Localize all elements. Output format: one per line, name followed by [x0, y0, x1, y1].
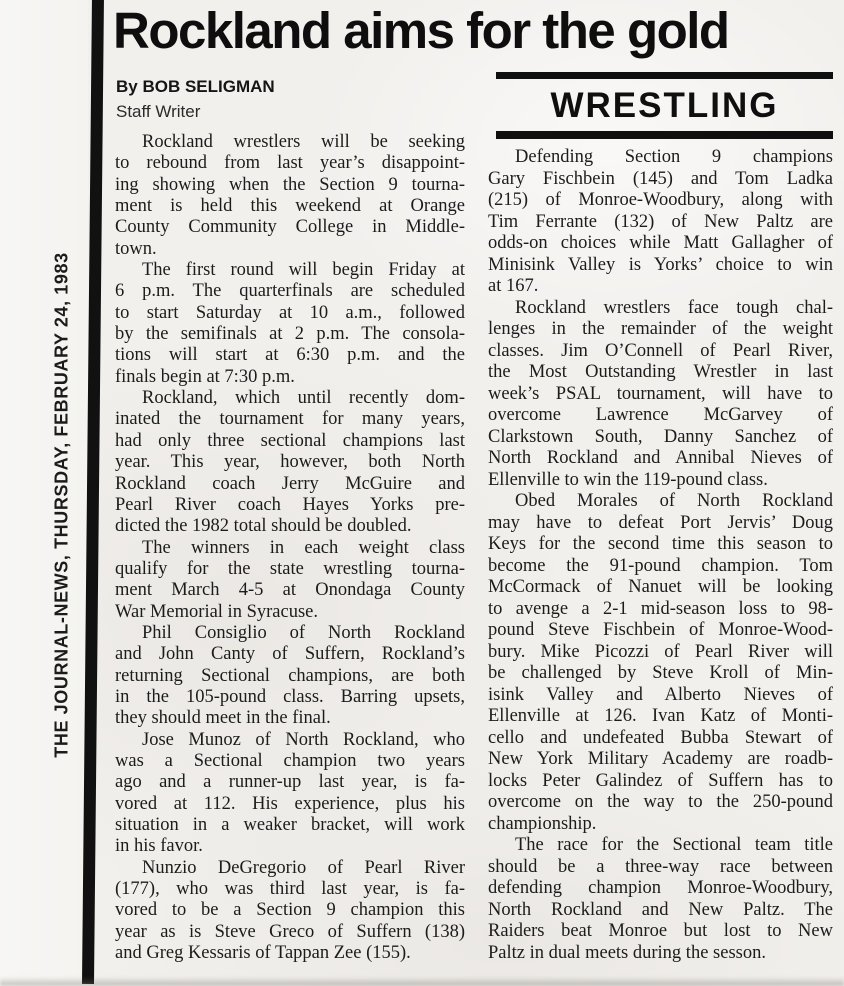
text-line: at 167. — [488, 276, 539, 296]
paragraph — [488, 298, 833, 492]
text-line: Clarkstown South, Danny Sanchez of — [488, 426, 833, 447]
article-column-left — [115, 132, 465, 964]
text-line: should be a three-way race between — [488, 856, 833, 877]
text-line: year. This year, however, both North — [115, 452, 465, 473]
text-line: had only three sectional champions last — [115, 430, 465, 451]
text-line: War Memorial in Syracuse. — [115, 601, 318, 622]
text-line: (215) of Monroe-Woodbury, along with — [488, 190, 833, 210]
text-line: The race for the Sectional team title — [515, 835, 833, 855]
text-line: Jose Munoz of North Rockland, who — [142, 729, 465, 750]
text-line: Phil Consiglio of North Rockland — [142, 622, 465, 643]
text-line: (177), who was third last year, is fa- — [115, 879, 465, 900]
text-line: Raiders beat Monroe but lost to New — [488, 921, 833, 941]
paragraph — [115, 388, 465, 537]
text-line: McCormack of Nanuet will be looking — [488, 577, 833, 597]
text-line: Rockland coach Jerry McGuire and — [115, 473, 465, 494]
paragraph — [115, 538, 465, 623]
text-line: ago and a runner-up last year, is fa- — [115, 772, 465, 793]
article-column-right — [488, 147, 833, 964]
text-line: 6 p.m. The quarterfinals are scheduled — [115, 281, 465, 302]
text-line: qualify for the state wrestling tourna- — [115, 558, 465, 579]
text-line: defending champion Monroe-Woodbury, — [488, 878, 833, 898]
section-rule-top — [496, 72, 833, 79]
text-line: the Most Outstanding Wrestler in last — [488, 362, 833, 382]
text-line: vored to be a Section 9 champion this — [115, 900, 465, 921]
text-line: Rockland wrestlers face tough chal- — [515, 297, 833, 318]
text-line: Pearl River coach Hayes Yorks pre- — [115, 494, 465, 515]
text-line: week’s PSAL tournament, will have to — [488, 383, 833, 404]
text-line: ment is held this weekend at Orange — [115, 196, 465, 217]
text-line: bury. Mike Picozzi of Pearl River will — [488, 641, 833, 662]
paragraph — [488, 835, 833, 964]
paragraph — [115, 623, 465, 730]
paragraph — [115, 858, 465, 965]
text-line: finals begin at 7:30 p.m. — [115, 366, 295, 387]
text-line: tions will start at 6:30 p.m. and the — [115, 345, 465, 366]
text-line: by the semifinals at 2 p.m. The consola- — [115, 324, 465, 345]
text-line: and Greg Kessaris of Tappan Zee (155). — [115, 943, 411, 964]
text-line: Tim Ferrante (132) of New Paltz are — [488, 211, 833, 232]
text-line: classes. Jim O’Connell of Pearl River, — [488, 340, 833, 361]
text-line: they should meet in the final. — [115, 708, 331, 729]
text-line: odds-on choices while Matt Gallagher of — [488, 233, 833, 253]
text-line: to rebound from last year’s disappoint- — [115, 153, 465, 174]
paragraph — [115, 730, 465, 858]
text-line: championship. — [488, 813, 597, 834]
text-line: North Rockland and New Paltz. The — [488, 899, 833, 920]
text-line: New York Military Academy are roadb- — [488, 749, 833, 769]
paragraph — [488, 491, 833, 835]
article-headline: Rockland aims for the gold — [113, 2, 729, 59]
paragraph — [115, 260, 465, 388]
text-line: vored at 112. His experience, plus his — [115, 793, 465, 814]
text-line: year as is Steve Greco of Suffern (138) — [115, 921, 465, 942]
text-line: Gary Fischbein (145) and Tom Ladka — [488, 168, 833, 189]
text-line: Ellenville at 126. Ivan Katz of Monti- — [488, 706, 833, 726]
text-line: ing showing when the Section 9 tourna- — [115, 174, 465, 195]
text-line: pound Steve Fischbein of Monroe-Wood- — [488, 620, 833, 640]
text-line: in the 105-pound class. Barring upsets, — [115, 686, 465, 707]
text-line: ment March 4-5 at Onondaga County — [115, 580, 465, 601]
byline-title: Staff Writer — [116, 102, 201, 121]
text-line: town. — [115, 238, 157, 259]
text-line: Defending Section 9 champions — [515, 147, 833, 167]
text-line: and John Canty of Suffern, Rockland’s — [115, 644, 465, 665]
text-line: isink Valley and Alberto Nieves of — [488, 684, 833, 705]
byline: By BOB SELIGMAN — [116, 77, 275, 96]
text-line: The winners in each weight class — [142, 537, 465, 558]
text-line: returning Sectional champions, are both — [115, 665, 465, 686]
text-line: North Rockland and Annibal Nieves of — [488, 448, 833, 468]
text-line: become the 91-pound champion. Tom — [488, 555, 833, 576]
section-title: WRESTLING — [550, 86, 779, 125]
text-line: situation in a weaker bracket, will work — [115, 815, 465, 835]
text-line: Rockland wrestlers will be seeking — [142, 132, 465, 152]
text-line: to avenge a 2-1 mid-season loss to 98- — [488, 598, 833, 619]
text-line: to start Saturday at 10 a.m., followed — [115, 302, 465, 323]
text-line: inated the tournament for many years, — [115, 409, 465, 430]
scan-edge-artifact — [0, 977, 844, 986]
section-header-box — [496, 72, 833, 139]
text-line: dicted the 1982 total should be doubled. — [115, 516, 412, 537]
text-line: The first round will begin Friday at — [142, 260, 465, 281]
text-line: Obed Morales of North Rockland — [515, 491, 833, 511]
text-line: be challenged by Steve Kroll of Min- — [488, 663, 833, 683]
text-line: overcome on the way to the 250-pound — [488, 792, 833, 812]
paper-margin — [0, 0, 88, 986]
paragraph — [488, 147, 833, 298]
text-line: may have to defeat Port Jervis’ Doug — [488, 512, 833, 533]
text-line: County Community College in Middle- — [115, 217, 465, 238]
text-line: was a Sectional champion two years — [115, 750, 465, 771]
masthead-dateline: THE JOURNAL-NEWS, THURSDAY, FEBRUARY 24, 1983 — [51, 252, 72, 758]
text-line: in his favor. — [115, 836, 203, 857]
text-line: Minisink Valley is Yorks’ choice to win — [488, 254, 833, 275]
text-line: locks Peter Galindez of Suffern has to — [488, 770, 833, 791]
text-line: overcome Lawrence McGarvey of — [488, 405, 833, 425]
text-line: Keys for the second time this season to — [488, 534, 833, 554]
text-line: Rockland, which until recently dom- — [142, 388, 465, 409]
paragraph — [115, 132, 465, 260]
text-line: Paltz in dual meets during the sesson. — [488, 942, 766, 963]
text-line: lenges in the remainder of the weight — [488, 319, 833, 339]
text-line: Ellenville to win the 119-pound class. — [488, 469, 768, 490]
text-line: Nunzio DeGregorio of Pearl River — [142, 857, 465, 878]
text-line: cello and undefeated Bubba Stewart of — [488, 727, 833, 748]
section-rule-bottom — [496, 131, 833, 139]
